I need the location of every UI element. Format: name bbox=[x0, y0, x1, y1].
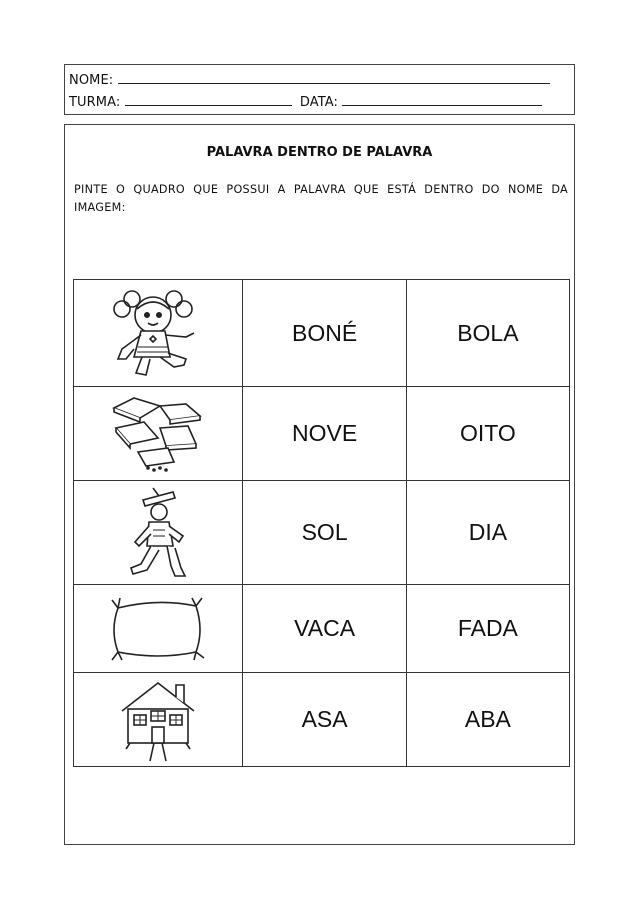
word-option[interactable]: VACA bbox=[243, 585, 406, 673]
worksheet-box bbox=[64, 124, 575, 845]
table-row bbox=[74, 673, 570, 767]
word-table bbox=[73, 279, 570, 767]
word-option[interactable]: DIA bbox=[406, 481, 569, 585]
word-option[interactable]: BOLA bbox=[406, 280, 569, 387]
table-row bbox=[74, 387, 570, 481]
name-label: NOME: bbox=[69, 73, 114, 88]
picture-cell bbox=[74, 280, 243, 387]
table-row bbox=[74, 481, 570, 585]
name-blank[interactable] bbox=[118, 71, 550, 84]
picture-cell bbox=[74, 387, 243, 481]
pillow-icon bbox=[108, 594, 208, 664]
name-line bbox=[69, 71, 550, 88]
doll-icon bbox=[108, 287, 208, 379]
class-label: TURMA: bbox=[69, 95, 121, 110]
picture-cell bbox=[74, 585, 243, 673]
word-option[interactable]: FADA bbox=[406, 585, 569, 673]
word-option[interactable]: NOVE bbox=[243, 387, 406, 481]
table-row bbox=[74, 280, 570, 387]
crackers-icon bbox=[108, 394, 208, 474]
picture-cell bbox=[74, 673, 243, 767]
table-row bbox=[74, 585, 570, 673]
word-option[interactable]: SOL bbox=[243, 481, 406, 585]
student-info-box bbox=[64, 64, 575, 115]
word-option[interactable]: ASA bbox=[243, 673, 406, 767]
house-icon bbox=[118, 677, 198, 763]
word-option[interactable]: OITO bbox=[406, 387, 569, 481]
class-date-line bbox=[69, 93, 542, 110]
word-option[interactable]: ABA bbox=[406, 673, 569, 767]
date-blank[interactable] bbox=[342, 93, 542, 106]
worksheet-title: PALAVRA DENTRO DE PALAVRA bbox=[206, 145, 433, 160]
worksheet-instruction: PINTE O QUADRO QUE POSSUI A PALAVRA QUE ESTÁ DENTRO DO NOME DA IMAGEM: bbox=[74, 183, 568, 214]
picture-cell bbox=[74, 481, 243, 585]
word-option[interactable]: BONÉ bbox=[243, 280, 406, 387]
soldier-icon bbox=[123, 484, 193, 582]
class-blank[interactable] bbox=[125, 93, 292, 106]
date-label: DATA: bbox=[299, 95, 338, 110]
